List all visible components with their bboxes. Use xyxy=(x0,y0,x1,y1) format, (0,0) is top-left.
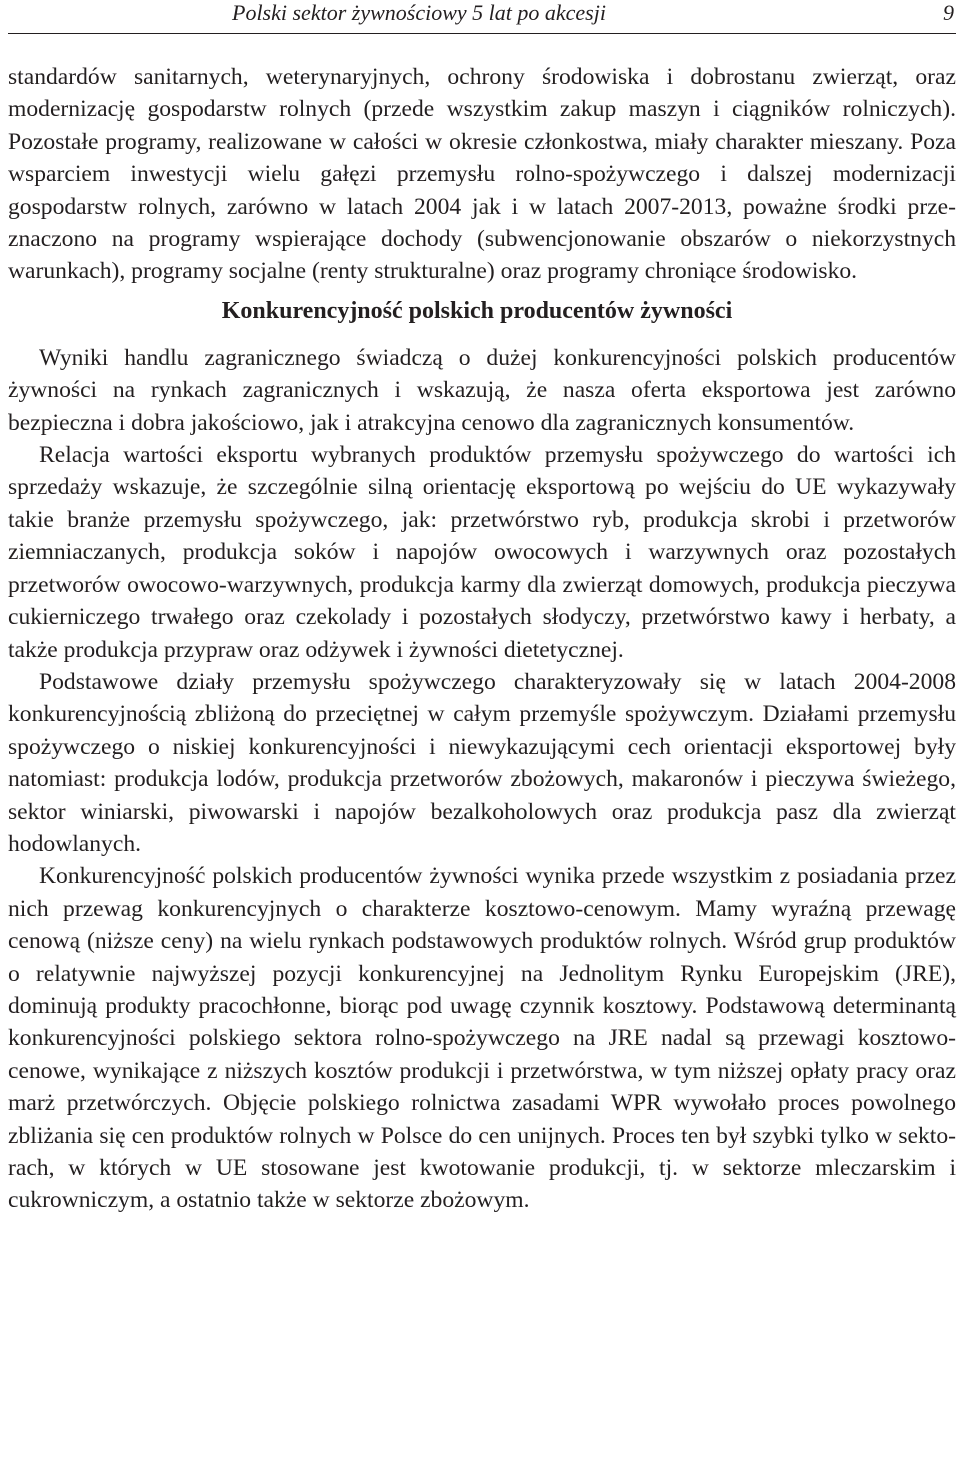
paragraph: Wyniki handlu zagranicznego świadczą o dużej konkurencyjności polskich producentów żywności na rynkach zagranicznych i wskazują, że nasza oferta eksportowa jest zarówno bezpieczna i dobra jakościowo, jak i atrakcyjna cenowo dla zagranicznych konsumentów. xyxy=(8,344,956,436)
paragraph: Konkurencyjność polskich producentów żywności wynika przede wszystkim z posiadania przez nich przewag konkurencyjnych o charakterze kosztowo-cenowym. Mamy wyraźną przewagę cenową (niższe ceny) na wielu rynkach podstawowych produktów rolnych. Wśród grup produktów o relatywnie najwyższej pozycji konkurencyjnej na Jednolitym Rynku Europejskim (JRE), dominują produkty pracochłonne, biorąc pod uwagę czynnik kosztowy. Podstawową determinantą konkurencyjności polskiego sektora rolno-spożywczego na JRE nadal są przewagi kosztowo-cenowe, wynikające z niższych kosztów produkcji i przetwórstwa, w tym niższej opłaty pracy oraz marż przetwórczych. Objęcie polskiego rolnictwa zasadami WPR wywołało proces powolnego zbliżania się cen produktów rolnych w Polsce do cen unijnych. Proces ten był szybki tylko w sektorach, w których w UE stosowane jest kwotowanie produkcji, tj. w sektorze mleczarskim i cukrowniczym, a ostatnio także w sektorze zbożowym. xyxy=(8,863,956,1214)
paragraph: Relacja wartości eksportu wybranych produktów przemysłu spożywczego do wartości ich sprzedaży wskazuje, że szczególnie silną orientację eksportową po wejściu do UE wykazywały takie branże przemysłu spożywczego, jak: przetwórstwo ryb, produkcja skrobi i przetworów ziemniaczanych, produkcja soków i napojów owocowych i warzywnych oraz pozostałych przetworów owocowo-warzywnych, produkcja karmy dla zwierząt domowych, produkcja pieczywa cukierniczego trwałego oraz czekolady i pozostałych słodyczy, przetwórstwo kawy i herbaty, a także produkcja przypraw oraz odżywek i żywności dietetycznej. xyxy=(8,442,956,663)
page-number: 9 xyxy=(943,0,954,25)
running-header-title: Polski sektor żywnościowy 5 lat po akcesji xyxy=(232,0,606,25)
header-rule xyxy=(8,33,956,34)
running-header xyxy=(8,0,956,33)
document-page xyxy=(8,0,956,1217)
section-heading: Konkurencyjność polskich producentów żywności xyxy=(221,297,733,324)
body-text xyxy=(8,61,956,1217)
paragraph: Podstawowe działy przemysłu spożywczego charakteryzowały się w latach 2004-2008 konkurencyjnością zbliżoną do przeciętnej w całym przemyśle spożywczym. Działami przemysłu spożywczego o niskiej konkurencyjności i niewykazującymi cech orientacji eksportowej były natomiast: produkcja lodów, produkcja przetworów zbożowych, makaronów i pieczywa świeżego, sektor winiarski, piwowarski i napojów bezalkoholowych oraz produkcja pasz dla zwierząt hodowlanych. xyxy=(8,668,956,857)
paragraph-continued: standardów sanitarnych, weterynaryjnych, ochrony środowiska i dobrostanu zwierząt, oraz modernizację gospodarstw rolnych (przede wszystkim zakup maszyn i ciągników rolniczych). Pozostałe programy, realizowane w całości w okresie członkostwa, miały charakter mieszany. Poza wsparciem inwestycji wielu gałęzi przemysłu rolno-spożywczego i dalszej modernizacji gospodarstw rolnych, zarówno w latach 2004 jak i w latach 2007-2013, poważne środki przeznaczono na programy wspierające dochody (subwencjonowanie obszarów o niekorzystnych warunkach), programy socjalne (renty strukturalne) oraz programy chroniące środowisko. xyxy=(8,64,956,285)
